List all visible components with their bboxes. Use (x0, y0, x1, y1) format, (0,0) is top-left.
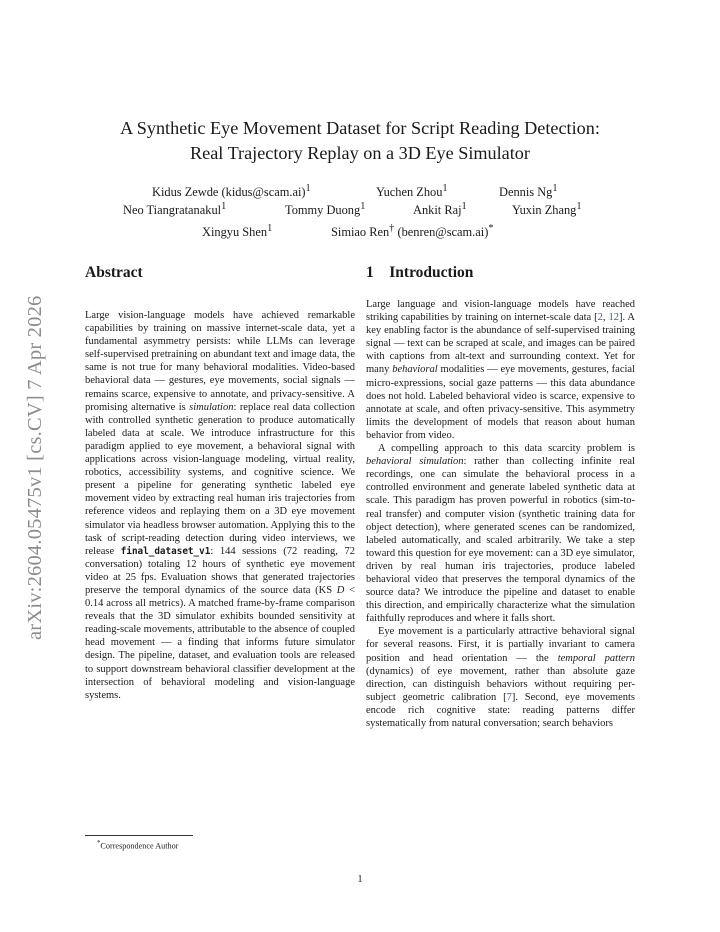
author-list (60, 180, 660, 238)
abstract-paragraph: Large vision-language models have achieved remarkable capabilities by training on massive internet-scale data, yet a fundamental asymmetry persists: while LLMs can leverage self-supervised pretraining on abundant text and image data, the same is not true for many behavioral modalities. Video-based behavioral data — gestures, eye movements, social signals — remains scarce, expensive to annotate, and privacy-sensitive. A promising alternative is simulation: replace real data collection with controlled synthetic generation to produce automatically labeled data at scale. We introduce infrastructure for this paradigm applied to eye movement, a behavioral signal with applications across vision-language modeling, virtual reality, robotics, accessibility systems, and cognitive science. We present a pipeline for generating synthetic labeled eye movement video by extracting real human iris trajectories from reference videos and replaying them on a 3D eye movement simulator via headless browser automation. Applying this to the task of script-reading detection during video interviews, we release final_dataset_v1: 144 sessions (72 reading, 72 conversation) totaling 12 hours of synthetic eye movement video at 25 fps. Evaluation shows that generated trajectories preserve the temporal dynamics of the source data (KS D < 0.14 across all metrics). A matched frame-by-frame comparison reveals that the 3D simulator exhibits bounded sensitivity at reading-scale movements, attributable to the absence of coupled head movement — a finding that informs future simulator design. The pipeline, dataset, and evaluation tools are released to support downstream behavioral classifier development at the intersection of behavioral modeling and vision-language systems. (85, 310, 355, 701)
author: Tommy Duong$^1$ (285, 201, 366, 218)
arxiv-identifier: arXiv:2604.05475v1 [cs.CV] 7 Apr 2026 (24, 295, 46, 640)
author: Yuxin Zhang$^1$ (512, 201, 582, 218)
author: Ankit Raj$^1$ (413, 201, 467, 218)
author-row-3 (60, 220, 660, 238)
footnote-rule (85, 835, 193, 836)
intro-paragraph-1: Large language and vision-language models have reached striking capabilities by training on internet-scale data [2, 12]. A key enabling factor is the abundance of self-supervised training signal — text can be scraped at scale, and images can be paired with captions from alt-text and surrounding context. Yet for many behavioral modalities — eye movements, gestures, facial micro-expressions, social gaze patterns — this data abundance does not hold. Labeled behavioral video is scarce, expensive to annotate at scale, and often privacy-sensitive. This asymmetry limits the development of models that reason about human behavior from video. (366, 299, 636, 441)
page-number: 1 (357, 874, 363, 885)
author-row-2 (60, 198, 660, 216)
dataset-name: final_dataset_v1 (120, 545, 211, 557)
citation-link[interactable]: 2 (597, 312, 603, 324)
paper-title (60, 116, 660, 166)
author: Yuchen Zhou$^1$ (376, 183, 448, 200)
introduction-heading: 1 Introduction (366, 264, 474, 281)
author: Kidus Zewde (kidus@scam.ai)$^1$ (152, 183, 311, 200)
author: Neo Tiangratanakul$^1$ (123, 201, 227, 218)
intro-paragraph-2: A compelling approach to this data scarcity problem is behavioral simulation: rather than collecting infinite real recordings, one can simulate the behavioral process in a controlled environment and generate labeled synthetic data at scale. This paradigm has proven powerful in robotics (sim-to-real transfer) and computer vision (synthetic training data for object detection), where generated scenes can be randomized, labeled automatically, and scaled arbitrarily. We take a step toward this question for eye movement: can a 3D eye simulator, driven by real human iris trajectories, produce labeled behavioral video that preserves the temporal dynamics of the source data? We introduce the pipeline and dataset to enable this direction, and empirically characterize what the simulation faithfully reproduces and where it falls short. (366, 443, 635, 625)
footnote: *Correspondence Author (97, 840, 179, 851)
abstract-body (85, 309, 355, 702)
title-line-2: Real Trajectory Replay on a 3D Eye Simulator (190, 143, 530, 163)
abstract-heading: Abstract (85, 264, 143, 281)
citation-link[interactable]: 12 (608, 312, 619, 324)
author-row-1 (60, 180, 660, 198)
introduction-body (366, 298, 635, 730)
citation-link[interactable]: 7 (506, 691, 512, 703)
author: Xingyu Shen$^1$ (202, 223, 273, 240)
author: Simiao Ren† (benren@scam.ai)* (331, 223, 494, 240)
author: Dennis Ng$^1$ (499, 183, 558, 200)
title-line-1: A Synthetic Eye Movement Dataset for Script Reading Detection: (120, 118, 600, 138)
intro-paragraph-3: Eye movement is a particularly attractive behavioral signal for several reasons. First, it is partially invariant to camera position and head orientation — the temporal pattern (dynamics) of eye movement, rather than absolute gaze direction, can distinguish behaviors without requiring per-subject geometric calibration [7]. Second, eye movements encode rich cognitive state: reading patterns differ systematically from natural conversation; search behaviors (366, 626, 635, 729)
